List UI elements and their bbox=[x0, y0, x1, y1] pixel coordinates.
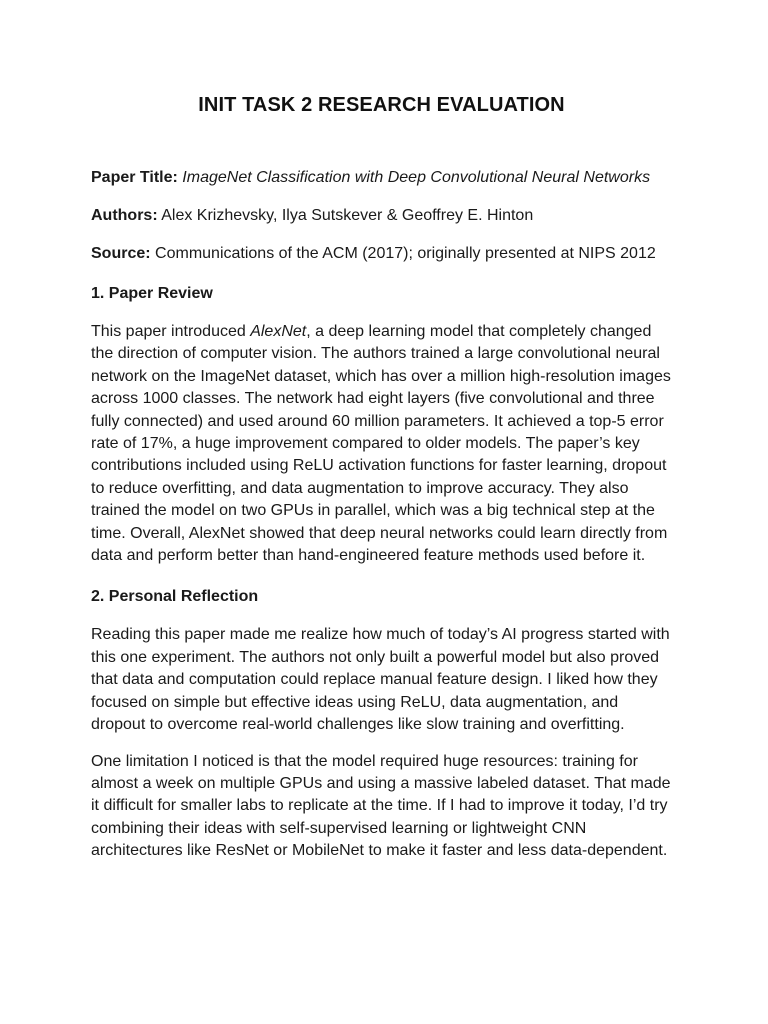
authors-value: Alex Krizhevsky, Ilya Sutskever & Geoffrey E. Hinton bbox=[161, 207, 534, 224]
paper-review-text-start: This paper introduced bbox=[91, 323, 251, 340]
section-heading-paper-review: 1. Paper Review bbox=[91, 285, 213, 302]
authors-line bbox=[91, 206, 672, 226]
reflection-paragraph-1: Reading this paper made me realize how much of today’s AI progress started with this one experiment. The authors not only built a powerful model but also proved that data and computation could replace manual feature design. I liked how they focused on simple but effective ideas using ReLU, data augmentation, and dropout to overcome real-world challenges like slow training and overfitting. bbox=[91, 626, 670, 734]
paper-review-paragraph bbox=[91, 321, 672, 567]
paper-title-line bbox=[91, 168, 672, 188]
section-heading-personal-reflection: 2. Personal Reflection bbox=[91, 588, 259, 606]
paper-review-text-rest: , a deep learning model that completely changed the direction of computer vision. The authors trained a large convolutional neural network on the ImageNet dataset, which has over a million high-resolution images across 1000 classes. The network had eight layers (five convolutional and three fully connected) and used around 60 million parameters. It achieved a top-5 error rate of 17%, a huge improvement compared to older models. The paper’s key contributions included using ReLU activation functions for faster learning, dropout to reduce overfitting, and data augmentation to improve accuracy. They also trained the model on two GPUs in parallel, which was a big technical step at the time. Overall, AlexNet showed that deep neural networks could learn directly from data and perform better than hand-engineered feature methods used before it. bbox=[91, 323, 671, 565]
paper-title-label: Paper Title: bbox=[91, 169, 178, 186]
paper-title-value: ImageNet Classification with Deep Convolutional Neural Networks bbox=[182, 169, 651, 186]
source-line bbox=[91, 244, 672, 264]
authors-label: Authors: bbox=[91, 207, 158, 224]
document-title: INIT TASK 2 RESEARCH EVALUATION bbox=[198, 94, 565, 116]
source-label: Source: bbox=[91, 245, 151, 262]
source-value: Communications of the ACM (2017); originally presented at NIPS 2012 bbox=[155, 245, 656, 262]
reflection-paragraph-2: One limitation I noticed is that the model required huge resources: training for almost a week on multiple GPUs and using a massive labeled dataset. That made it difficult for smaller labs to replicate at the time. If I had to improve it today, I’d try combining their ideas with self-supervised learning or lightweight CNN architectures like ResNet or MobileNet to make it faster and less data-dependent. bbox=[91, 752, 671, 860]
paper-review-model-name: AlexNet bbox=[250, 323, 307, 340]
